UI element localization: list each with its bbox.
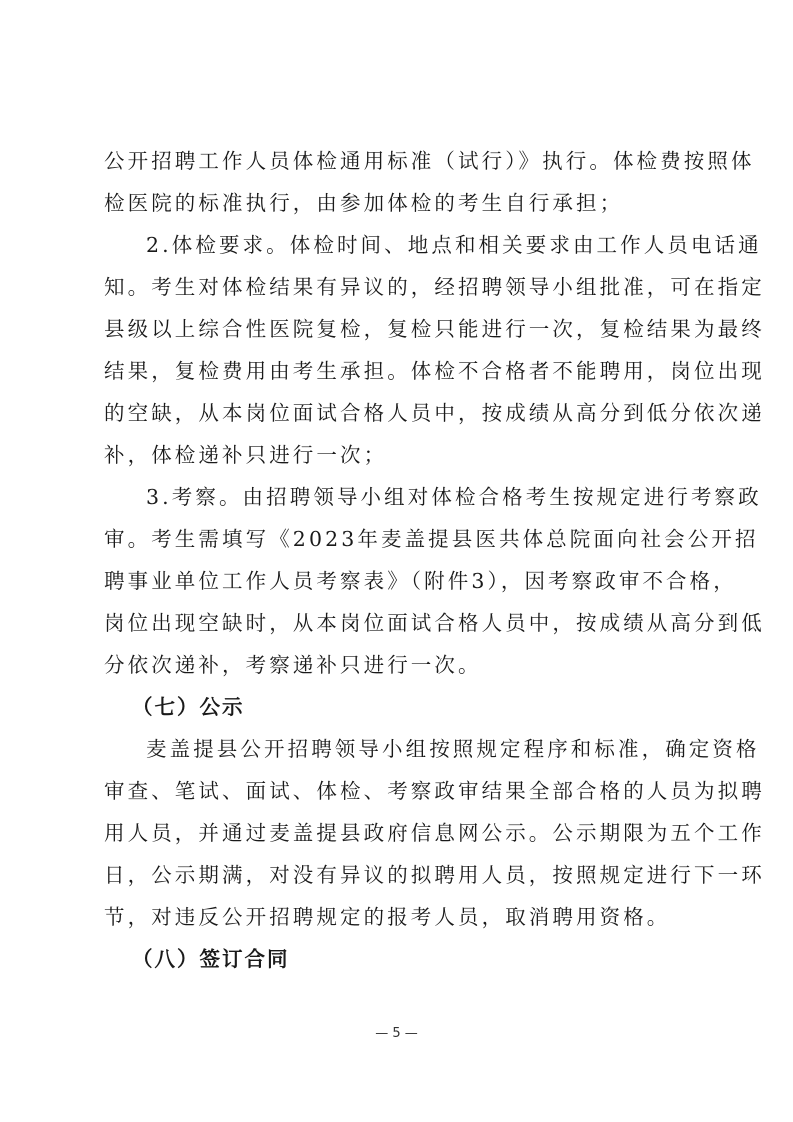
text-line: 结果，复检费用由考生承担。体检不合格者不能聘用，岗位出现 [104, 359, 765, 383]
text-line: 知。考生对体检结果有异议的，经招聘领导小组批准，可在指定 [104, 275, 765, 299]
text-line: 聘事业单位工作人员考察表》（附件3），因考察政审不合格， [104, 569, 737, 593]
text-line: 麦盖提县公开招聘领导小组按照规定程序和标准，确定资格 [146, 737, 760, 761]
text-line: 日，公示期满，对没有异议的拟聘用人员，按照规定进行下一环 [104, 863, 765, 887]
text-line: 节，对违反公开招聘规定的报考人员，取消聘用资格。 [104, 905, 671, 929]
text-line: 审查、笔试、面试、体检、考察政审结果全部合格的人员为拟聘 [104, 779, 765, 803]
text-line: 2.体检要求。体检时间、地点和相关要求由工作人员电话通 [146, 233, 762, 257]
text-line: 的空缺，从本岗位面试合格人员中，按成绩从高分到低分依次递 [104, 401, 765, 425]
text-line: 检医院的标准执行，由参加体检的考生自行承担； [104, 191, 624, 215]
page-number: — 5 — [375, 1026, 418, 1041]
text-line: 县级以上综合性医院复检，复检只能进行一次，复检结果为最终 [104, 317, 765, 341]
section-heading: （七）公示 [132, 695, 245, 719]
section-heading: （八）签订合同 [132, 947, 290, 971]
text-line: 3.考察。由招聘领导小组对体检合格考生按规定进行考察政 [146, 485, 762, 509]
text-line: 用人员，并通过麦盖提县政府信息网公示。公示期限为五个工作 [104, 821, 765, 845]
text-line: 补，体检递补只进行一次； [104, 443, 388, 467]
text-line: 分依次递补，考察递补只进行一次。 [104, 653, 482, 677]
text-line: 公开招聘工作人员体检通用标准（试行）》执行。体检费按照体 [104, 149, 755, 173]
text-line: 岗位出现空缺时，从本岗位面试合格人员中，按成绩从高分到低 [104, 611, 765, 635]
text-line: 审。考生需填写《2023年麦盖提县医共体总院面向社会公开招 [104, 527, 759, 551]
